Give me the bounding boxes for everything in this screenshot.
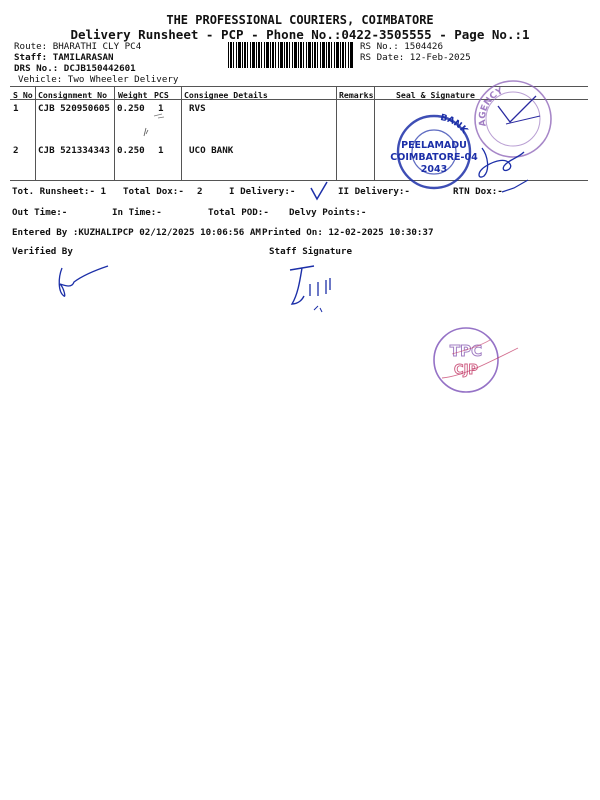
bank-stamp-line1: PEELAMADU	[401, 140, 467, 151]
header-consignee: Consignee Details	[184, 90, 268, 100]
verified-by-label: Verified By	[12, 246, 73, 257]
pen-marks	[140, 110, 170, 140]
printed-on: Printed On: 12-02-2025 10:30:37	[262, 227, 434, 238]
total-dox-value: 2	[197, 186, 203, 197]
verified-signature	[52, 262, 112, 302]
header-weight: Weight	[118, 90, 148, 100]
rtn-mark	[500, 178, 530, 196]
ii-delivery: II Delivery:-	[338, 186, 410, 197]
total-dox-label: Total Dox:-	[123, 186, 184, 197]
entered-by: Entered By :KUZHALIPCP 02/12/2025 10:06:56 AM	[12, 227, 261, 238]
company-title: THE PROFESSIONAL COURIERS, COIMBATORE	[166, 13, 434, 27]
tpc-stamp-line2: CJP	[454, 363, 478, 378]
row-2-pcs: 1	[158, 145, 164, 156]
row-1-pcs: 1	[158, 103, 164, 114]
row-2-consignee: UCO BANK	[189, 145, 234, 156]
tick-mark	[308, 180, 330, 202]
row-1-consignee: RVS	[189, 103, 206, 114]
col-divider	[374, 86, 375, 180]
col-divider	[35, 86, 36, 180]
header-consignment: Consignment No	[38, 90, 108, 100]
row-1-sno: 1	[13, 103, 19, 114]
barcode	[228, 42, 354, 68]
staff-signature-label: Staff Signature	[269, 246, 352, 257]
col-divider	[181, 86, 182, 180]
col-divider	[336, 86, 337, 180]
row-2-weight: 0.250	[117, 145, 145, 156]
bank-stamp-line2: COIMBATORE-04	[390, 152, 478, 163]
row-1-consignment: CJB 520950605	[38, 103, 110, 114]
row-2-sno: 2	[13, 145, 19, 156]
svg-text:AGENCY	[478, 86, 505, 127]
runsheet-subtitle: Delivery Runsheet - PCP - Phone No.:0422-3505555 - Page No.:1	[70, 27, 530, 42]
bank-stamp-line3: 2043	[420, 164, 448, 175]
vehicle-label: Vehicle: Two Wheeler Delivery	[18, 74, 179, 85]
bank-stamp-arc: BANK	[439, 112, 470, 136]
tot-runsheet: Tot. Runsheet:- 1	[12, 186, 107, 197]
delvy-points: Delvy Points:-	[289, 207, 367, 218]
header-sno: S No	[13, 90, 33, 100]
out-time: Out Time:-	[12, 207, 68, 218]
rs-number: RS No.: 1504426	[360, 41, 443, 52]
row-2-consignment: CJB 521334343	[38, 145, 110, 156]
total-pod: Total POD:-	[208, 207, 269, 218]
drs-number: DRS No.: DCJB150442601	[14, 63, 136, 74]
in-time: In Time:-	[112, 207, 162, 218]
col-divider	[114, 86, 115, 180]
staff-signature	[284, 260, 344, 318]
route-label: Route: BHARATHI CLY PC4	[14, 41, 142, 52]
header-remarks: Remarks	[339, 90, 374, 100]
rtn-dox: RTN Dox:-	[453, 186, 503, 197]
row-1-weight: 0.250	[117, 103, 145, 114]
rs-date: RS Date: 12-Feb-2025	[360, 52, 471, 63]
header-pcs: PCS	[154, 90, 169, 100]
i-delivery: I Delivery:-	[229, 186, 296, 197]
tpc-stamp-line1: TPC	[449, 342, 483, 360]
staff-label: Staff: TAMILARASAN	[14, 52, 114, 63]
bank-stamp	[390, 112, 478, 194]
agency-stamp-arc: AGENCY	[477, 86, 505, 127]
header-seal: Seal & Signature	[396, 90, 475, 100]
tpc-stamp	[432, 326, 522, 398]
